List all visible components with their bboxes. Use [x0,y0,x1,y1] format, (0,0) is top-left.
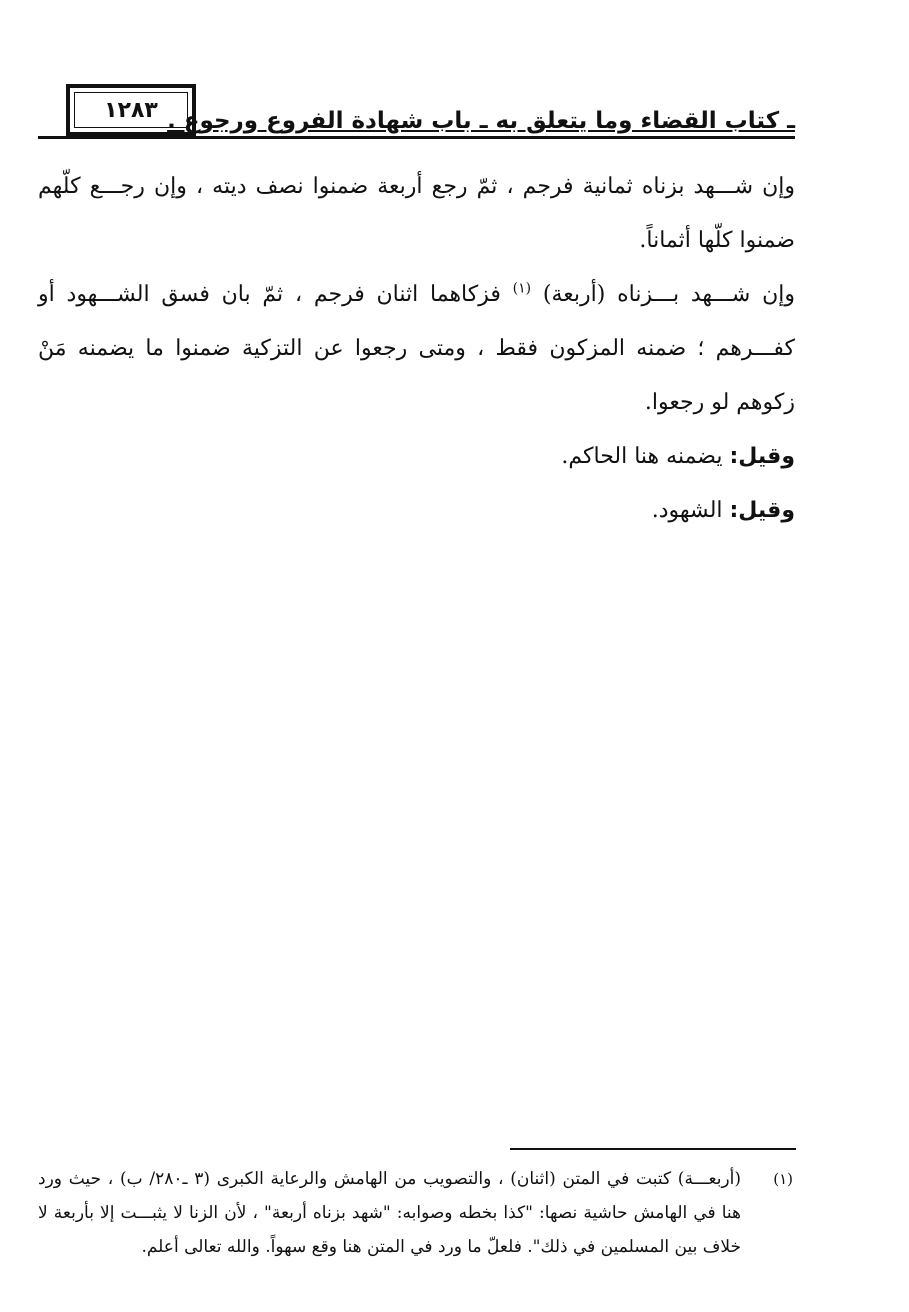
footnote-1 [38,1162,795,1264]
page-number: ١٢٨٣ [104,97,158,123]
paragraph-2 [38,268,795,430]
page-header [38,84,795,146]
footnote-text: (أربعـــة) كتبت في المتن (اثنان) ، والتصويب من الهامش والرعاية الكبرى (٣ ـ٢٨٠/ ب) ، حيث ورد هنا في الهامش حاشية نصها: "كذا بخطه وصوابه: "شهد بزناه أربعة" ، لأن الزنا لا يثبـــت إلا بأربعة لا خلاف بين المسلمين في ذلك". فلعلّ ما ورد في المتن هنا وقع سهواً. والله تعالى أعلم. [38,1169,741,1257]
main-text [38,160,795,538]
paragraph-2-rest: فزكاهما اثنان فرجم ، ثمّ بان فسق الشـــهود أو كفـــرهم ؛ ضمنه المزكون فقط ، ومتى رجعوا عن التزكية ضمنوا ما يضمنه مَنْ زكوهم لو رجعوا. [38,282,795,415]
opinion-label-2: وقيل: [729,498,795,523]
opinion-label-1: وقيل: [729,444,795,469]
footnote-reference[interactable]: (١) [512,280,532,297]
opinion-text-2: الشهود. [651,498,730,523]
footnote-marker: (١) [773,1170,793,1188]
footnote-separator [510,1148,796,1150]
header-rule [38,136,795,139]
running-title: ـ كتاب القضاء وما يتعلق به ـ باب شهادة الفروع ورجوع . [167,108,795,134]
paragraph-4 [38,484,795,538]
paragraph-1: وإن شـــهد بزناه ثمانية فرجم ، ثمّ رجع أربعة ضمنوا نصف ديته ، وإن رجـــع كلّهم ضمنوا كلّها أثماناً. [38,174,795,253]
paragraph-2-start: وإن شـــهد بـــزناه (أربعة) [542,282,795,307]
opinion-text-1: يضمنه هنا الحاكم. [561,444,730,469]
paragraph-3 [38,430,795,484]
